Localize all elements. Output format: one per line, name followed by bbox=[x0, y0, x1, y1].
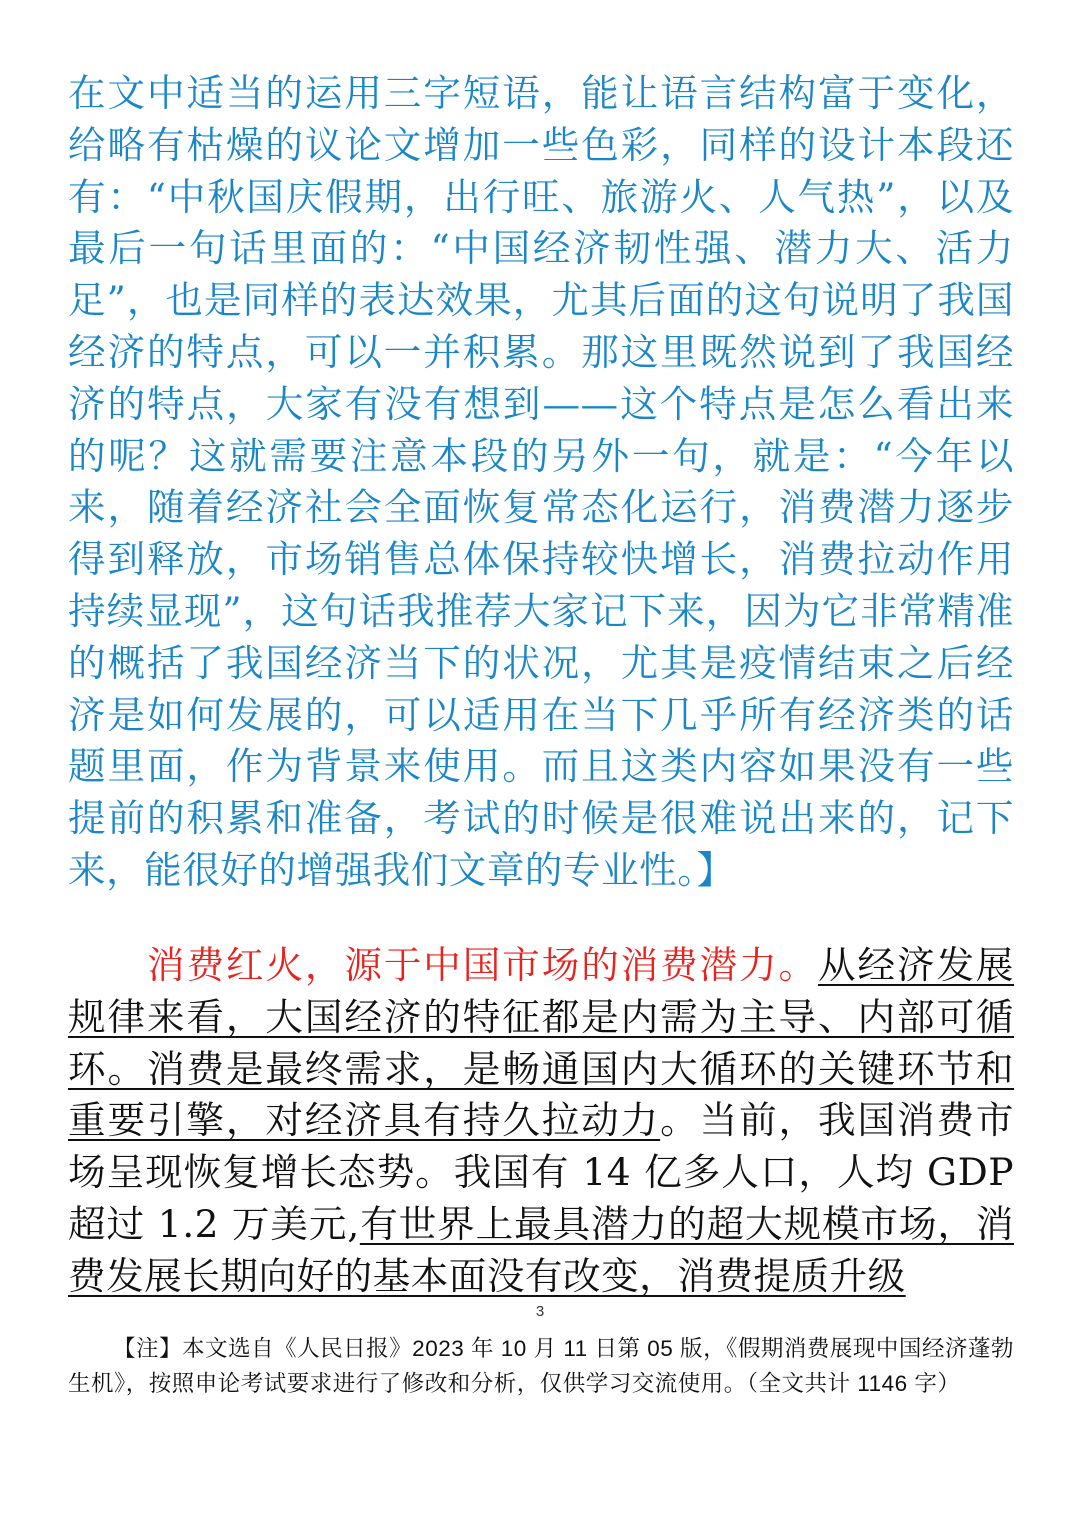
page-number: 3 bbox=[535, 1303, 545, 1320]
body-text: 。当前，我国消费市场呈现恢复增长态势。我国有 14 亿多人口，人均 GDP 超过 1.2 万美元, bbox=[68, 1098, 1015, 1246]
footnote: 【注】本文选自《人民日报》2023 年 10 月 11 日第 05 版，《假期消费展现中国经济蓬勃生机》，按照申论考试要求进行了修改和分析，仅供学习交流使用。（全文共计 1146 字） bbox=[68, 1336, 1014, 1396]
underlined-text: 有世界上最具潜力的超大规模市场，消费发展长期向好的基本面没有改变，消费提质升级 bbox=[68, 1201, 1014, 1298]
topic-sentence: 消费红火，源于中国市场的消费潜力。 bbox=[147, 943, 819, 987]
analysis-paragraph: 在文中适当的运用三字短语，能让语言结构富于变化，给略有枯燥的议论文增加一些色彩，同样的设计本段还有：“中秋国庆假期，出行旺、旅游火、人气热”，以及最后一句话里面的：“中国经济韧性强、潜力大、活力足”，也是同样的表达效果，尤其后面的这句说明了我国经济的特点，可以一并积累。那这里既然说到了我国经济的特点，大家有没有想到——这个特点是怎么看出来的呢？这就需要注意本段的另外一句，就是：“今年以来，随着经济社会全面恢复常态化运行，消费潜力逐步得到释放，市场销售总体保持较快增长，消费拉动作用持续显现”，这句话我推荐大家记下来，因为它非常精准的概括了我国经济当下的状况，尤其是疫情结束之后经济是如何发展的，可以适用在当下几乎所有经济类的话题里面，作为背景来使用。而且这类内容如果没有一些提前的积累和准备，考试的时候是很难说出来的，记下来，能很好的增强我们文章的专业性。】 bbox=[68, 71, 1014, 892]
underlined-text: 从经济发展规律来看，大国经济的特征都是内需为主导、内部可循环。消费是最终需求，是畅通国内大循环的关键环节和重要引擎，对经济具有持久拉动力 bbox=[68, 943, 1015, 1143]
main-paragraph bbox=[68, 940, 1014, 1303]
